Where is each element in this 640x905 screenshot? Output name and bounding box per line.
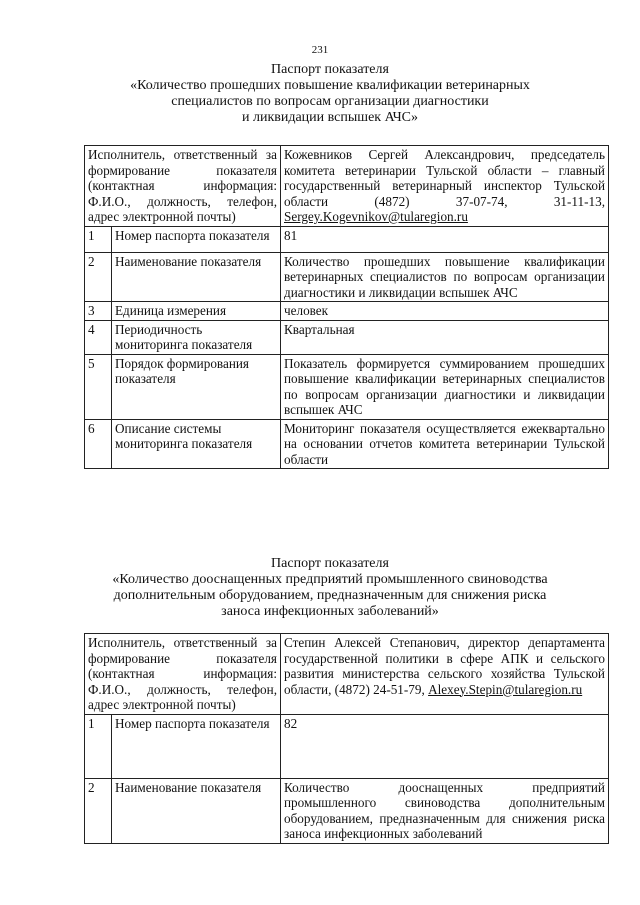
row-value: 82 <box>281 714 609 778</box>
executor-label: Исполнитель, ответственный за формирование показателя (контактная информация: Ф.И.О., должность, телефон, адрес электронной почты) <box>85 146 281 227</box>
executor-label: Исполнитель, ответственный за формирование показателя (контактная информация: Ф.И.О., должность, телефон, адрес электронной почты) <box>85 634 281 715</box>
page-number: 231 <box>311 44 329 56</box>
row-label: Единица измерения <box>112 302 281 321</box>
row-label: Наименование показателя <box>112 778 281 843</box>
passport-1-table <box>84 145 609 469</box>
row-value: Количество прошедших повышение квалификации ветеринарных специалистов по вопросам организации диагностики и ликвидации вспышек АЧС <box>281 252 609 302</box>
passport-title-line: «Количество прошедших повышение квалификации ветеринарных <box>130 78 530 93</box>
row-value: Квартальная <box>281 320 609 354</box>
row-value: 81 <box>281 226 609 252</box>
row-number: 2 <box>85 778 112 843</box>
table-row <box>85 354 609 419</box>
passport-title-line: заноса инфекционных заболеваний» <box>221 604 439 619</box>
table-row <box>85 302 609 321</box>
row-label: Наименование показателя <box>112 252 281 302</box>
table-row <box>85 778 609 843</box>
row-value: Показатель формируется суммированием прошедших повышение квалификации ветеринарных специалистов по вопросам организации диагностики и ликвидации вспышек АЧС <box>281 354 609 419</box>
row-label: Порядок формирования показателя <box>112 354 281 419</box>
passport-2-table <box>84 633 609 844</box>
table-row <box>85 714 609 778</box>
executor-row <box>85 634 609 715</box>
executor-email-link[interactable]: Alexey.Stepin@tularegion.ru <box>428 681 583 697</box>
passport-1-title <box>60 62 600 126</box>
row-number: 5 <box>85 354 112 419</box>
row-label: Описание системы мониторинга показателя <box>112 419 281 469</box>
row-label: Периодичность мониторинга показателя <box>112 320 281 354</box>
passport-heading: Паспорт показателя <box>271 62 389 77</box>
passport-title-line: дополнительным оборудованием, предназначенным для снижения риска <box>113 588 547 603</box>
row-value: человек <box>281 302 609 321</box>
passport-heading: Паспорт показателя <box>271 556 389 571</box>
table-row <box>85 419 609 469</box>
executor-value <box>281 634 609 715</box>
executor-email-link[interactable]: Sergey.Kogevnikov@tularegion.ru <box>284 209 468 224</box>
row-number: 3 <box>85 302 112 321</box>
row-label: Номер паспорта показателя <box>112 714 281 778</box>
table-row <box>85 252 609 302</box>
passport-title-line: специалистов по вопросам организации диагностики <box>171 94 489 109</box>
executor-value <box>281 146 609 227</box>
row-number: 4 <box>85 320 112 354</box>
row-number: 1 <box>85 226 112 252</box>
row-value: Количество дооснащенных предприятий промышленного свиноводства дополнительным оборудованием, предназначенным для снижения риска заноса инфекционных заболеваний <box>281 778 609 843</box>
row-number: 1 <box>85 714 112 778</box>
passport-title-line: и ликвидации вспышек АЧС» <box>241 110 419 125</box>
row-label: Номер паспорта показателя <box>112 226 281 252</box>
executor-info: Степин Алексей Степанович, директор департамента государственной политики в сфере АПК и сельского развития министерства сельского хозяйства Тульской области, (4872) 24-51-79, <box>284 635 605 697</box>
executor-row <box>85 146 609 227</box>
table-row <box>85 320 609 354</box>
row-number: 6 <box>85 419 112 469</box>
executor-info: Кожевников Сергей Александрович, председатель комитета ветеринарии Тульской области – главный государственный ветеринарный инспектор Тульской области (4872) 37-07-74, 31-11-13, <box>284 147 605 209</box>
row-number: 2 <box>85 252 112 302</box>
passport-title-line: «Количество дооснащенных предприятий промышленного свиноводства <box>112 572 548 587</box>
passport-2-title <box>60 556 600 620</box>
row-value: Мониторинг показателя осуществляется ежеквартально на основании отчетов комитета ветеринарии Тульской области <box>281 419 609 469</box>
table-row <box>85 226 609 252</box>
